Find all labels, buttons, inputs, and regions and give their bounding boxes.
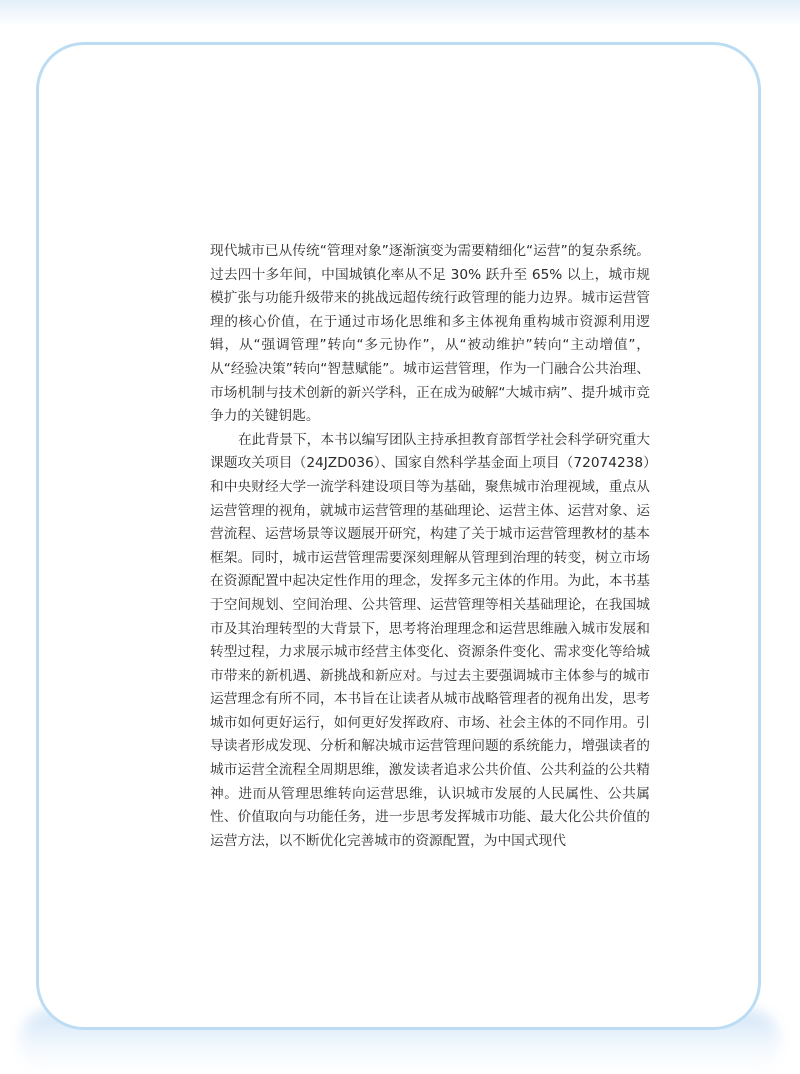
body-text xyxy=(210,240,650,853)
paragraph-2: 在此背景下，本书以编写团队主持承担教育部哲学社会科学研究重大课题攻关项目（24JZD036）、国家自然科学基金面上项目（72074238）和中央财经大学一流学科建设项目等为基础，聚焦城市治理视域，重点从运营管理的视角，就城市运营管理的基础理论、运营主体、运营对象、运营流程、运营场景等议题展开研究，构建了关于城市运营管理教材的基本框架。同时，城市运营管理需要深刻理解从管理到治理的转变，树立市场在资源配置中起决定性作用的理念，发挥多元主体的作用。为此，本书基于空间规划、空间治理、公共管理、运营管理等相关基础理论，在我国城市及其治理转型的大背景下，思考将治理理念和运营思维融入城市发展和转型过程，力求展示城市经营主体变化、资源条件变化、需求变化等给城市带来的新机遇、新挑战和新应对。与过去主要强调城市主体参与的城市运营理念有所不同，本书旨在让读者从城市战略管理者的视角出发，思考城市如何更好运行，如何更好发挥政府、市场、社会主体的不同作用。引导读者形成发现、分析和解决城市运营管理问题的系统能力，增强读者的城市运营全流程全周期思维，激发读者追求公共价值、公共利益的公共精神。进而从管理思维转向运营思维，认识城市发展的人民属性、公共属性、价值取向与功能任务，进一步思考发挥城市功能、最大化公共价值的运营方法，以不断优化完善城市的资源配置，为中国式现代 xyxy=(210,431,650,849)
top-edge-shadow xyxy=(0,0,800,26)
paragraph-1: 现代城市已从传统“管理对象”逐渐演变为需要精细化“运营”的复杂系统。过去四十多年间，中国城镇化率从不足 30% 跃升至 65% 以上，城市规模扩张与功能升级带来的挑战远超传统行政管理的能力边界。城市运营管理的核心价值，在于通过市场化思维和多主体视角重构城市资源利用逻辑，从“强调管理”转向“多元协作”，从“被动维护”转向“主动增值”，从“经验决策”转向“智慧赋能”。城市运营管理，作为一门融合公共治理、市场机制与技术创新的新兴学科，正在成为破解“大城市病”、提升城市竞争力的关键钥匙。 xyxy=(210,243,650,425)
